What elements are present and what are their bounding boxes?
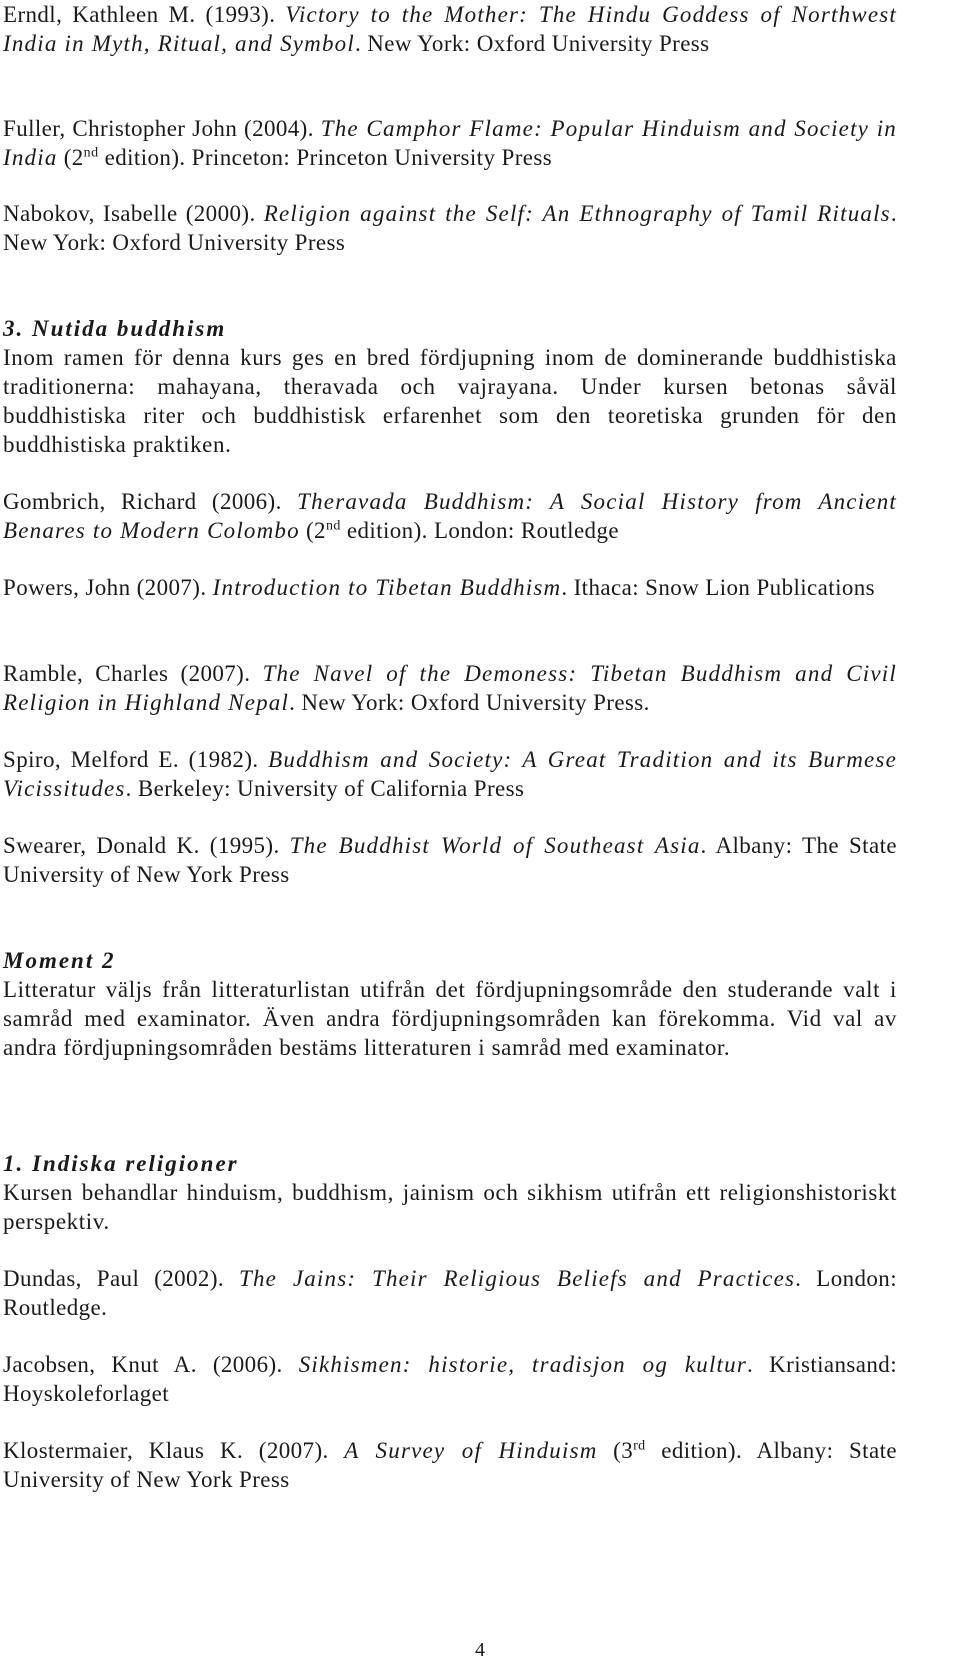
reference-title: The Navel of the Demoness: Tibetan Buddhism and Civil Religion in Highland Nepal: [3, 661, 897, 715]
reference-entry: Ramble, Charles (2007). The Navel of the Demoness: Tibetan Buddhism and Civil Religion in Highland Nepal. New York: Oxford University Press.: [3, 661, 897, 715]
reference-entry: Dundas, Paul (2002). The Jains: Their Religious Beliefs and Practices. London: Routledge.: [3, 1266, 897, 1320]
reference-entry: Nabokov, Isabelle (2000). Religion against the Self: An Ethnography of Tamil Rituals. New York: Oxford University Press: [3, 201, 897, 255]
section-description: Inom ramen för denna kurs ges en bred fördjupning inom de dominerande buddhistiska traditionerna: mahayana, theravada och vajrayana. Under kursen betonas såväl buddhistiska riter och buddhistisk erfarenhet som den teoretiska grunden för den buddhistiska praktiken.: [3, 345, 897, 457]
section-nutida-buddhism: [3, 314, 897, 459]
reference-entry: Klostermaier, Klaus K. (2007). A Survey of Hinduism (3rd edition). Albany: State University of New York Press: [3, 1438, 897, 1492]
reference-title: Introduction to Tibetan Buddhism: [212, 575, 562, 600]
section-indiska-religioner: [3, 1149, 897, 1236]
section-description: Litteratur väljs från litteraturlistan utifrån det fördjupningsområde den studerande valt i samråd med examinator. Även andra fördjupningsområden kan förekomma. Vid val av andra fördjupningsområden bestäms litteraturen i samråd med examinator.: [3, 977, 897, 1060]
reference-entry: Jacobsen, Knut A. (2006). Sikhismen: historie, tradisjon og kultur. Kristiansand: Hoyskoleforlaget: [3, 1352, 897, 1406]
reference-entry: Gombrich, Richard (2006). Theravada Buddhism: A Social History from Ancient Benares to Modern Colombo (2nd edition). London: Routledge: [3, 489, 897, 543]
reference-title: Religion against the Self: An Ethnography of Tamil Rituals: [263, 201, 891, 226]
reference-entry: Powers, John (2007). Introduction to Tibetan Buddhism. Ithaca: Snow Lion Publications: [3, 575, 876, 600]
page-number: 4: [475, 1639, 485, 1661]
reference-entry: Swearer, Donald K. (1995). The Buddhist World of Southeast Asia. Albany: The State University of New York Press: [3, 833, 897, 887]
reference-title: A Survey of Hinduism: [344, 1438, 598, 1463]
reference-title: Theravada Buddhism: A Social History from Ancient Benares to Modern Colombo: [3, 489, 897, 543]
reference-title: The Jains: Their Religious Beliefs and Practices: [238, 1266, 796, 1291]
reference-title: Victory to the Mother: The Hindu Goddess of Northwest India in Myth, Ritual, and Symbol: [3, 2, 897, 56]
reference-entry: Spiro, Melford E. (1982). Buddhism and Society: A Great Tradition and its Burmese Vicissitudes. Berkeley: University of California Press: [3, 747, 897, 801]
reference-entry: Erndl, Kathleen M. (1993). Victory to the Mother: The Hindu Goddess of Northwest India in Myth, Ritual, and Symbol. New York: Oxford University Press: [3, 2, 897, 56]
reference-entry: Fuller, Christopher John (2004). The Camphor Flame: Popular Hinduism and Society in India (2nd edition). Princeton: Princeton University Press: [3, 116, 897, 170]
reference-title: The Buddhist World of Southeast Asia: [289, 833, 701, 858]
section-moment-2: [3, 946, 897, 1062]
section-description: Kursen behandlar hinduism, buddhism, jainism och sikhism utifrån ett religionshistoriskt perspektiv.: [3, 1180, 897, 1234]
section-heading: Moment 2: [3, 948, 116, 973]
section-heading: 1. Indiska religioner: [3, 1151, 239, 1176]
reference-title: Buddhism and Society: A Great Tradition and its Burmese Vicissitudes: [3, 747, 897, 801]
reference-title: The Camphor Flame: Popular Hinduism and Society in India: [3, 116, 897, 170]
reference-title: Sikhismen: historie, tradisjon og kultur: [298, 1352, 747, 1377]
section-heading: 3. Nutida buddhism: [3, 316, 227, 341]
